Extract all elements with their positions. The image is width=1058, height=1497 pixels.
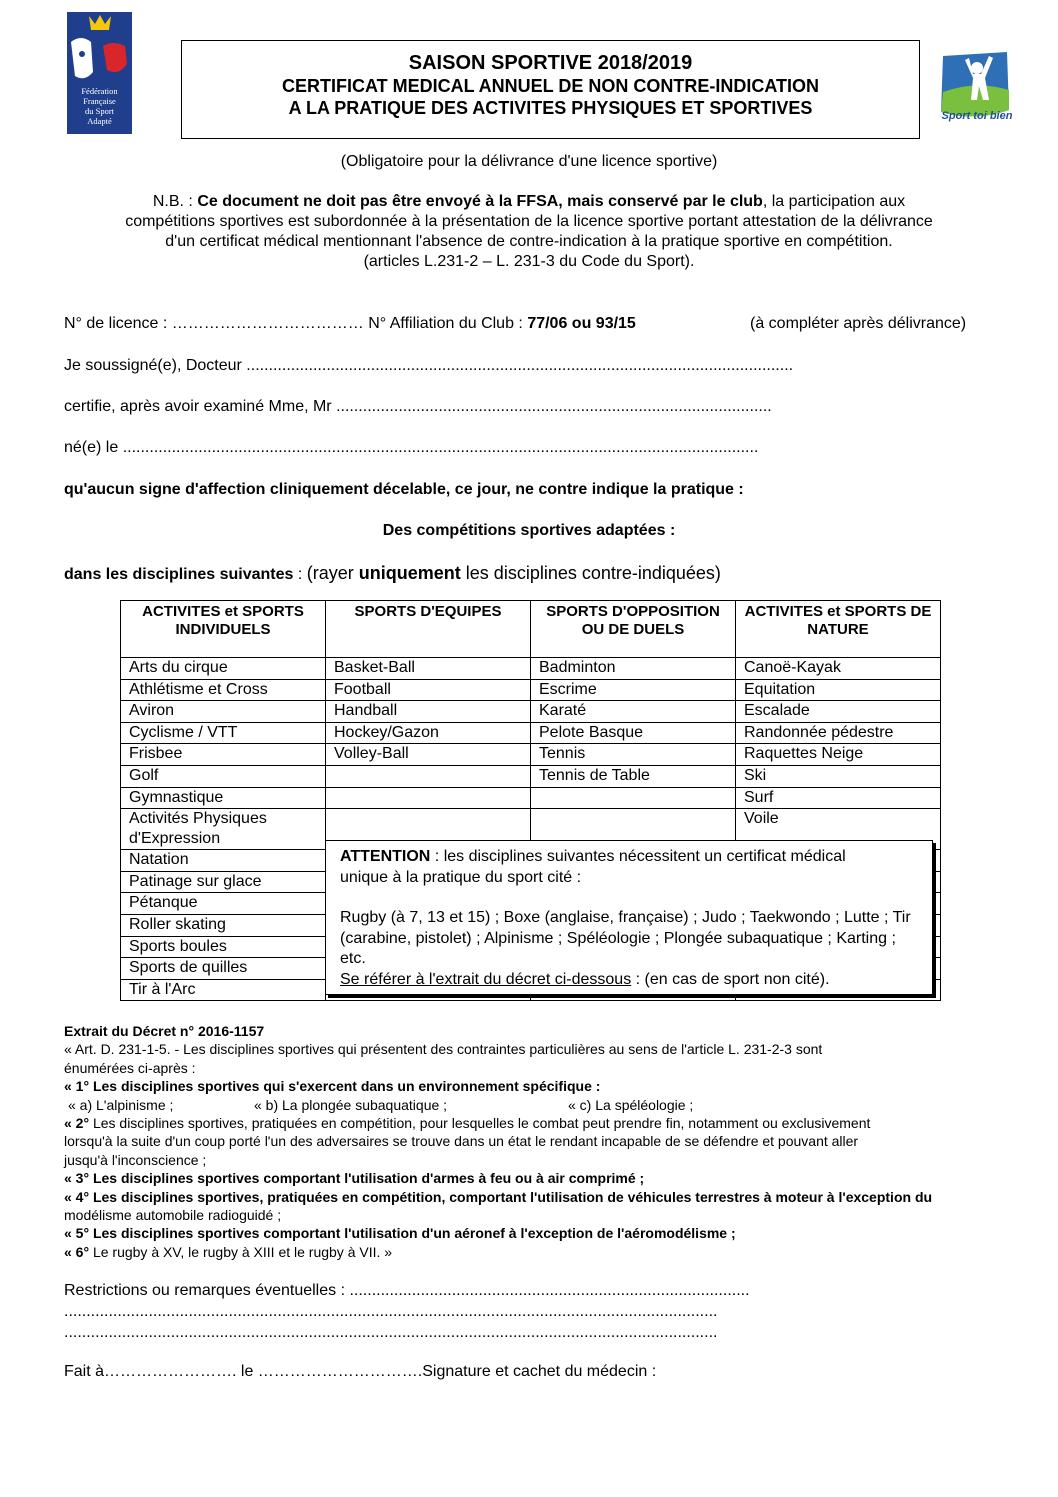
table-row: [121, 744, 941, 766]
certificate-subtitle: A LA PRATIQUE DES ACTIVITES PHYSIQUES ET SPORTIVES: [288, 98, 813, 118]
ffsa-logo-text: Adapté: [87, 116, 112, 126]
affiliation-value: 77/06 ou 93/15: [527, 315, 636, 332]
licence-field[interactable]: ………………………………: [171, 315, 369, 332]
decree-subitem: « c) La spéléologie ;: [568, 1096, 694, 1113]
discipline-cell[interactable]: Escalade: [736, 701, 941, 723]
discipline-cell[interactable]: Arts du cirque: [121, 658, 326, 680]
ffsa-logo: [67, 12, 132, 134]
attention-text: : les disciplines suivantes nécessitent un certificat médical: [430, 848, 846, 865]
discipline-cell[interactable]: Aviron: [121, 701, 326, 723]
season-title: SAISON SPORTIVE 2018/2019: [408, 52, 693, 74]
attention-label: ATTENTION: [340, 848, 431, 865]
decree-title: Extrait du Décret n° 2016-1157: [64, 1023, 265, 1039]
decree-item: « 5° Les disciplines sportives comportant l'utilisation d'un aéronef à l'exception de l'aéromodélisme ;: [64, 1225, 736, 1242]
decree-reference-link[interactable]: Se référer à l'extrait du décret ci-dessous: [340, 970, 632, 988]
competitions-heading: Des compétitions sportives adaptées :: [382, 522, 676, 539]
discipline-cell[interactable]: Handball: [326, 701, 531, 723]
discipline-cell[interactable]: Randonnée pédestre: [736, 722, 941, 744]
disciplines-instruction: [64, 563, 721, 584]
attention-sports-list: Rugby (à 7, 13 et 15) ; Boxe (anglaise, française) ; Judo ; Taekwondo ; Lutte ; Tir (carabine, pistolet) ; Alpinisme ; Spéléologie ; Plongée subaquatique ; Karting ; etc.: [340, 909, 911, 967]
decree-item: Les disciplines sportives, pratiquées en compétition, pour lesquelles le combat peut prendre fin, notamment ou exclusivement: [92, 1115, 871, 1132]
nb-paragraph: [0, 192, 1058, 272]
discipline-cell[interactable]: Sports de quilles: [121, 958, 326, 980]
nb-rest: , la participation aux: [762, 193, 906, 210]
decree-item: lorsqu'à la suite d'un coup porté l'un des adversaires se trouve dans un état le rendant incapable de se défendre et pouvant aller: [64, 1133, 859, 1150]
decree-text: « Art. D. 231-1-5. -: [64, 1041, 184, 1058]
discipline-cell[interactable]: Volley-Ball: [326, 744, 531, 766]
decree-item: modélisme automobile radioguidé ;: [64, 1207, 282, 1224]
decree-text: énumérées ci-après :: [64, 1059, 196, 1076]
table-row: [121, 787, 941, 809]
discipline-cell[interactable]: Tir à l'Arc: [121, 979, 326, 1001]
licence-label: N° de licence :: [64, 315, 172, 332]
table-row: [121, 722, 941, 744]
decree-item: « 1° Les disciplines sportives qui s'exercent dans un environnement spécifique :: [64, 1078, 601, 1095]
table-header-row: [121, 601, 941, 658]
disciplines-emphasis: uniquement: [358, 563, 461, 583]
table-header: ACTIVITES et SPORTS INDIVIDUELS: [121, 601, 326, 658]
discipline-cell[interactable]: Raquettes Neige: [736, 744, 941, 766]
table-header: SPORTS D'EQUIPES: [326, 601, 531, 658]
title-box: [181, 40, 920, 139]
decree-item: jusqu'à l'inconscience ;: [64, 1151, 207, 1168]
nb-bold: Ce document ne doit pas être envoyé à la FFSA, mais conservé par le club: [197, 193, 763, 210]
decree-item: Le rugby à XV, le rugby à XIII et le rugby à VII. »: [92, 1243, 393, 1260]
ffsa-logo-text: Fédération: [81, 86, 118, 96]
table-row: [121, 658, 941, 680]
mandatory-note: (Obligatoire pour la délivrance d'une licence sportive): [340, 153, 718, 170]
discipline-cell[interactable]: Sports boules: [121, 936, 326, 958]
affiliation-note: (à compléter après délivrance): [750, 315, 967, 332]
doctor-field[interactable]: Je soussigné(e), Docteur ...........................................................................................................................: [64, 357, 794, 374]
disciplines-paren: (rayer: [306, 563, 359, 583]
discipline-cell: [326, 787, 531, 809]
nb-line: compétitions sportives est subordonnée à la présentation de la licence sportive portant attestation de la délivrance: [125, 213, 933, 230]
attention-text: unique à la pratique du sport cité :: [340, 868, 582, 886]
discipline-cell[interactable]: Activités Physiques d'Expression: [121, 809, 326, 850]
discipline-cell[interactable]: Surf: [736, 787, 941, 809]
certificate-title: CERTIFICAT MEDICAL ANNUEL DE NON CONTRE-INDICATION: [282, 76, 819, 96]
attention-text: : (en cas de sport non cité).: [631, 970, 830, 988]
discipline-cell[interactable]: Basket-Ball: [326, 658, 531, 680]
discipline-cell[interactable]: Escrime: [531, 679, 736, 701]
discipline-cell[interactable]: Canoë-Kayak: [736, 658, 941, 680]
table-header: ACTIVITES et SPORTS DE NATURE: [736, 601, 941, 658]
discipline-cell[interactable]: Golf: [121, 765, 326, 787]
nb-line: d'un certificat médical mentionnant l'absence de contre-indication à la pratique sportive en compétition.: [165, 233, 893, 250]
table-row: [121, 765, 941, 787]
restrictions-field-line[interactable]: ...................................................................................................................................................: [64, 1303, 718, 1320]
licence-line: [64, 315, 636, 333]
affiliation-label: N° Affiliation du Club :: [368, 315, 528, 332]
sport-logo-text: Sport toi bien: [941, 110, 1013, 122]
decree-subitem: « a) L'alpinisme ;: [68, 1096, 174, 1113]
ffsa-logo-text: Française: [83, 96, 116, 106]
table-row: [121, 679, 941, 701]
restrictions-field-line[interactable]: ...................................................................................................................................................: [64, 1324, 718, 1341]
signature-line[interactable]: Fait à……………………. le ………………………….Signature et cachet du médecin :: [64, 1363, 657, 1380]
decree-text: Les disciplines sportives qui présentent des contraintes particulières au sens de l'article L. 231-2-3 sont: [183, 1041, 823, 1058]
discipline-cell: [531, 787, 736, 809]
discipline-cell[interactable]: Hockey/Gazon: [326, 722, 531, 744]
table-row: [121, 701, 941, 723]
decree-subitem: « b) La plongée subaquatique ;: [254, 1096, 448, 1113]
decree-item: « 3° Les disciplines sportives comportant l'utilisation d'armes à feu ou à air comprimé ;: [64, 1170, 645, 1187]
nb-prefix: N.B. :: [152, 193, 198, 210]
discipline-cell[interactable]: Gymnastique: [121, 787, 326, 809]
discipline-cell[interactable]: Tennis: [531, 744, 736, 766]
disciplines-label: dans les disciplines suivantes: [64, 566, 294, 583]
disciplines-paren: les disciplines contre-indiquées): [460, 563, 721, 583]
disciplines-colon: :: [293, 566, 307, 583]
no-contraindication-statement: qu'aucun signe d'affection cliniquement décelable, ce jour, ne contre indique la pratique :: [64, 481, 744, 498]
discipline-cell[interactable]: Tennis de Table: [531, 765, 736, 787]
discipline-cell[interactable]: Roller skating: [121, 914, 326, 936]
decree-item: « 4° Les disciplines sportives, pratiquées en compétition, comportant l'utilisation de véhicules terrestres à moteur à l'exception du: [64, 1188, 933, 1205]
discipline-cell[interactable]: Patinage sur glace: [121, 871, 326, 893]
discipline-cell[interactable]: Ski: [736, 765, 941, 787]
discipline-cell[interactable]: Equitation: [736, 679, 941, 701]
discipline-cell[interactable]: Pétanque: [121, 893, 326, 915]
table-header: SPORTS D'OPPOSITION OU DE DUELS: [531, 601, 736, 658]
sport-toi-bien-logo: [935, 50, 1015, 130]
decree-item-number: « 6°: [64, 1243, 93, 1260]
discipline-cell: [326, 765, 531, 787]
discipline-cell[interactable]: Natation: [121, 850, 326, 872]
patient-field[interactable]: certifie, après avoir examiné Mme, Mr ..................................................................................................: [64, 398, 772, 415]
attention-box: [325, 840, 933, 995]
birthdate-field[interactable]: né(e) le ...............................................................................................................................................: [64, 439, 759, 456]
discipline-cell[interactable]: Cyclisme / VTT: [121, 722, 326, 744]
decree-item-number: « 2°: [64, 1115, 93, 1132]
discipline-cell[interactable]: Badminton: [531, 658, 736, 680]
discipline-cell[interactable]: Voile: [736, 809, 941, 850]
discipline-cell[interactable]: Pelote Basque: [531, 722, 736, 744]
discipline-cell[interactable]: Athlétisme et Cross: [121, 679, 326, 701]
nb-articles: (articles L.231-2 – L. 231-3 du Code du Sport).: [363, 253, 695, 270]
ffsa-logo-text: du Sport: [84, 106, 115, 116]
discipline-cell[interactable]: Football: [326, 679, 531, 701]
decree-extract: [64, 1022, 994, 1261]
restrictions-field[interactable]: Restrictions ou remarques éventuelles : ..........................................................................................: [64, 1282, 750, 1299]
discipline-cell[interactable]: Karaté: [531, 701, 736, 723]
discipline-cell[interactable]: Frisbee: [121, 744, 326, 766]
